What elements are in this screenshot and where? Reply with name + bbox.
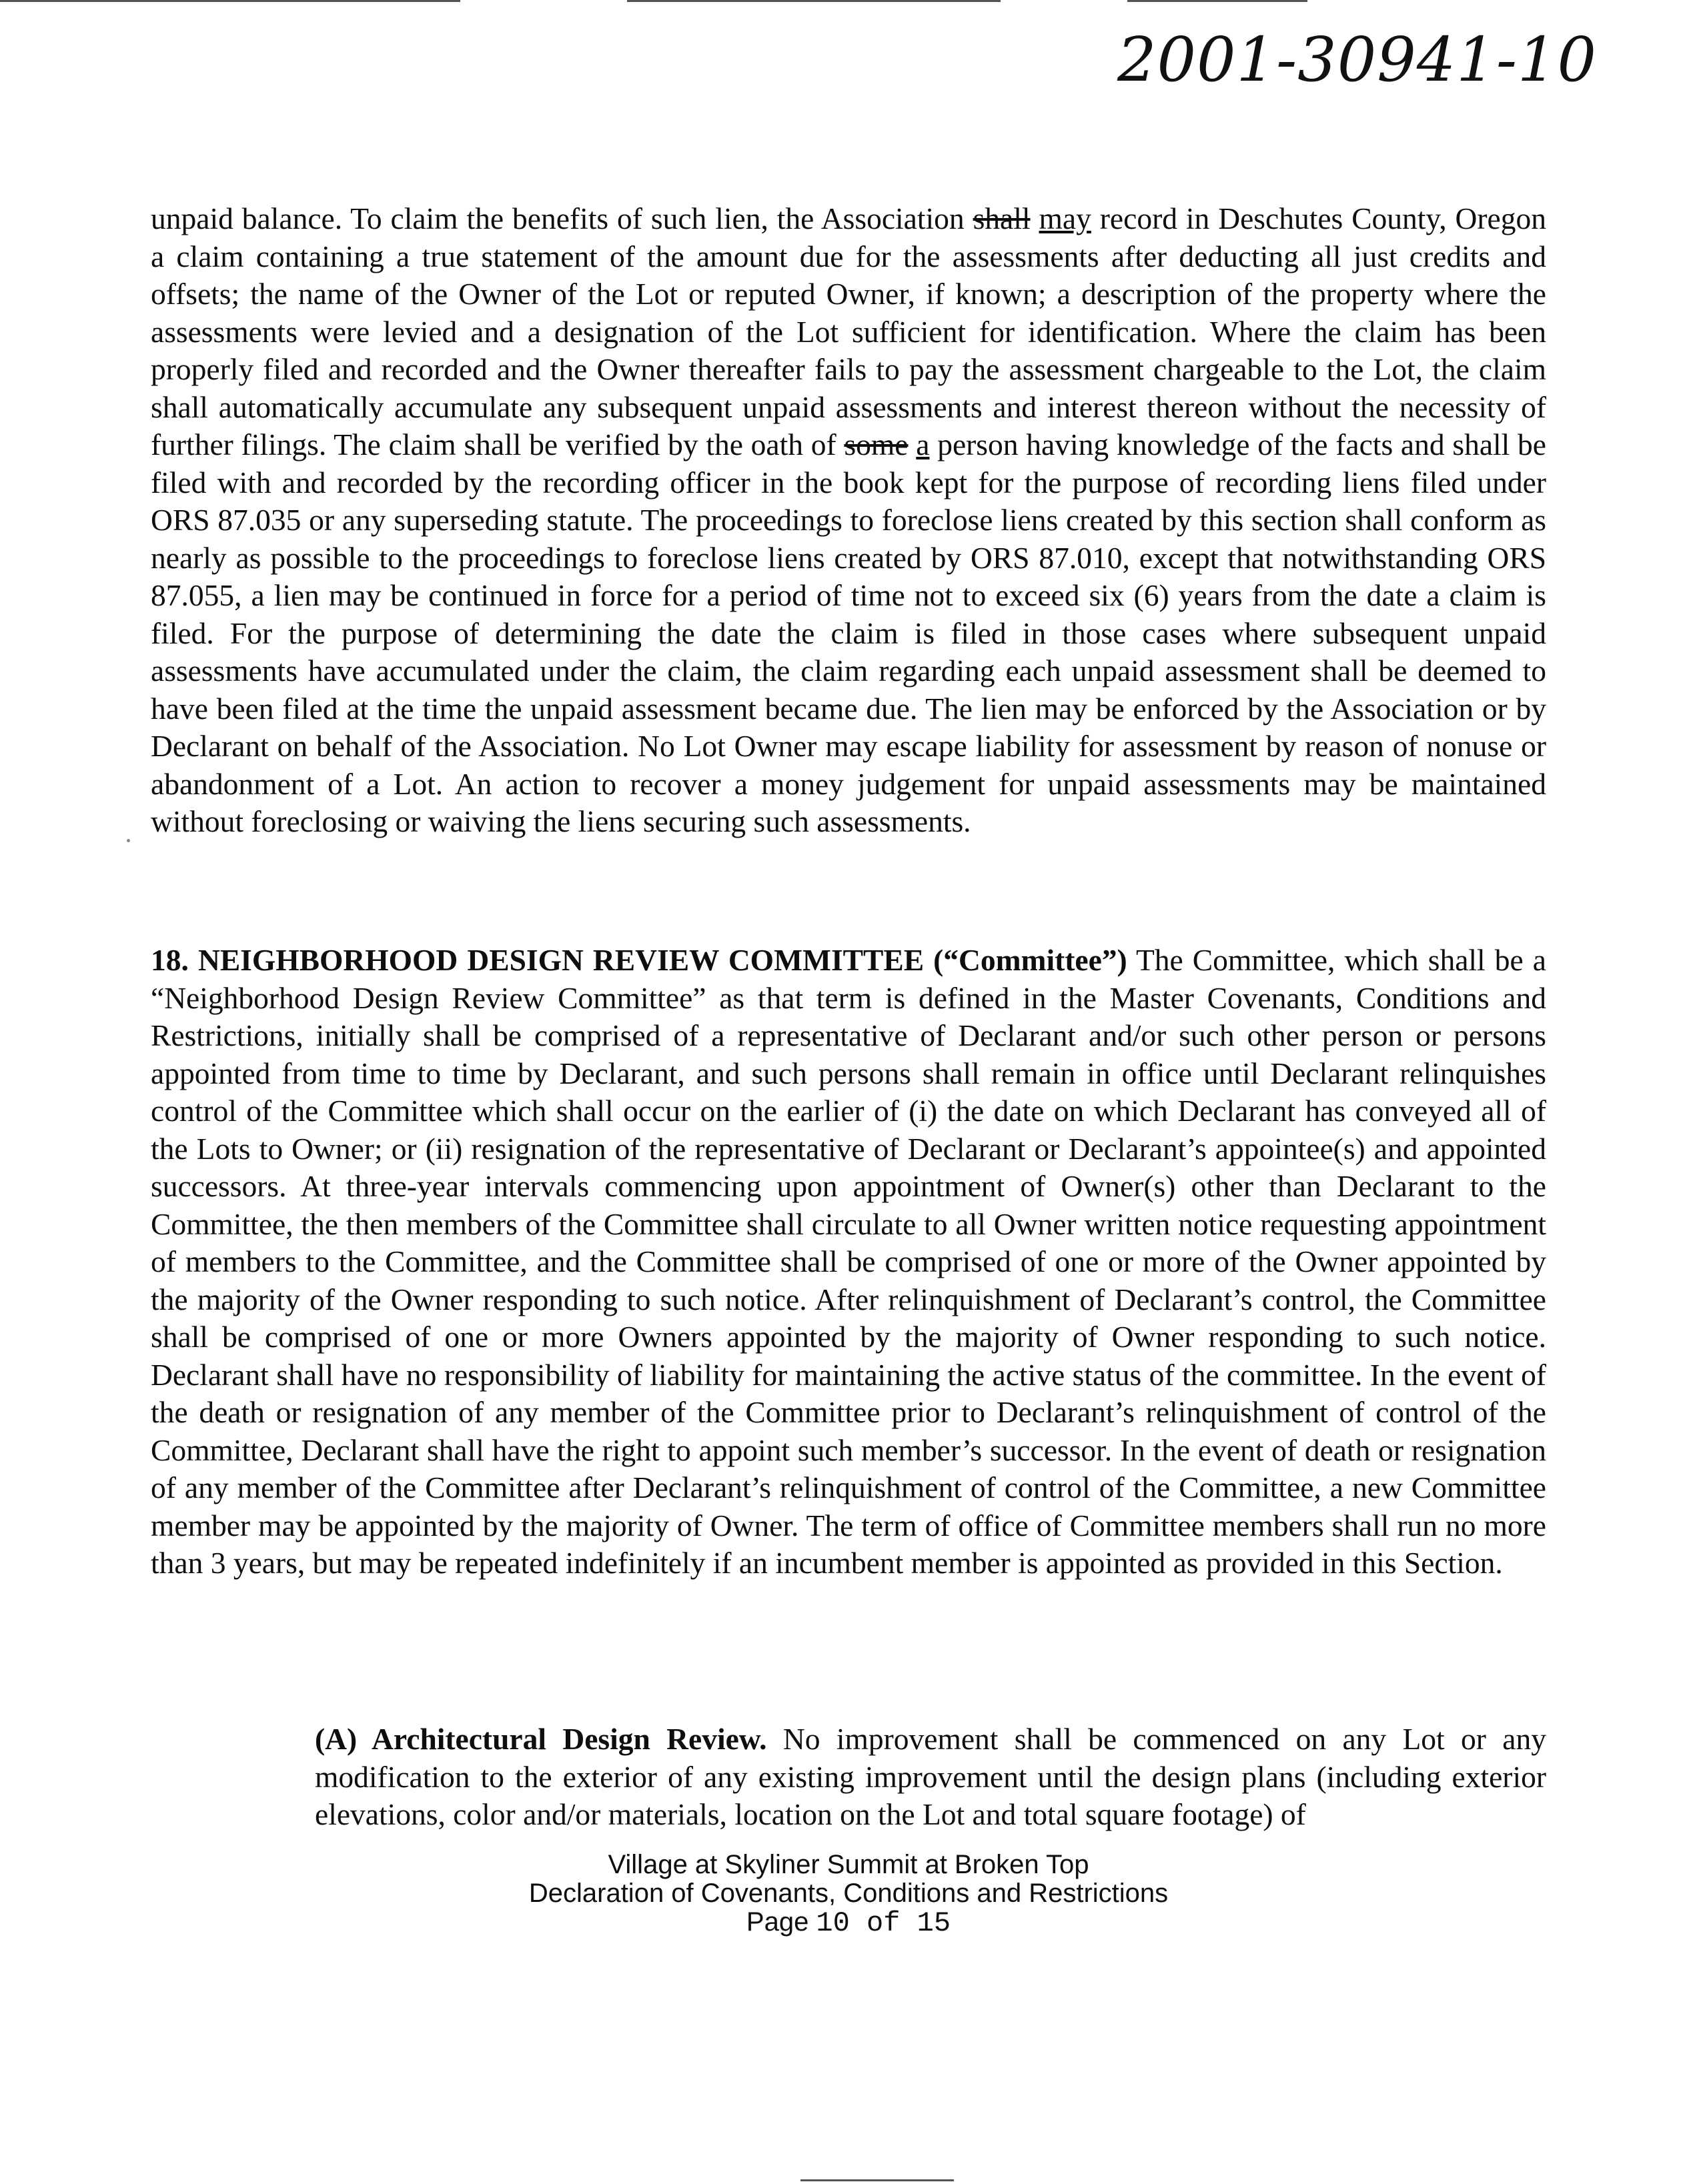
section-18-text: The Committee, which shall be a “Neighborhood Design Review Committee” as that term is defined in the Master Covenants, Conditions and Restrictions, initially shall be comprised of a representative of Declarant and/or such other person or persons appointed from time to time by Declarant, and such persons shall remain in office until Declarant relinquishes control of the Committee which shall occur on the earlier of (i) the date on which Declarant has conveyed all of the Lots to Owner; or (ii) resignation of the representative of Declarant or Declarant’s appointee(s) and appointed successors. At three-year intervals commencing upon appointment of Owner(s) other than Declarant to the Committee, the then members of the Committee shall circulate to all Owner written notice requesting appointment of members to the Committee, and the Committee shall be comprised of one or more of the Owner appointed by the majority of the Owner responding to such notice. After relinquishment of Declarant’s control, the Committee shall be comprised of one or more Owners appointed by the majority of Owner responding to such notice. Declarant shall have no responsibility of liability for maintaining the active status of the committee. In the event of the death or resignation of any member of the Committee prior to Declarant’s relinquishment of control of the Committee, Declarant shall have the right to appoint such member’s successor. In the event of death or resignation of any member of the Committee after Declarant’s relinquishment of control of the Committee, a new Committee member may be appointed by the majority of Owner. The term of office of Committee members shall run no more than 3 years, but may be repeated indefinitely if an incumbent member is appointed as provided in this Section. bbox=[151, 943, 1546, 1580]
section-18-committee bbox=[151, 942, 1546, 1582]
inserted-word-a: a bbox=[916, 427, 930, 461]
footer-page-number bbox=[0, 1908, 1697, 1938]
subsection-a-text: No improvement shall be commenced on any Lot or any modification to the exterior of any existing improvement until the design plans (including exterior elevations, color and/or materials, location on the Lot and total square footage) of bbox=[315, 1722, 1546, 1831]
section-18-heading: 18. NEIGHBORHOOD DESIGN REVIEW COMMITTEE (“Committee”) bbox=[151, 943, 1127, 977]
subsection-a-label: (A) Architectural Design Review. bbox=[315, 1722, 767, 1756]
page-label: Page bbox=[746, 1907, 816, 1937]
page-footer bbox=[0, 1851, 1697, 1938]
page-current: 10 bbox=[816, 1907, 850, 1939]
inserted-word-may: may bbox=[1039, 201, 1091, 235]
paragraph1-part1: unpaid balance. To claim the benefits of such lien, the Association bbox=[151, 201, 973, 235]
scan-line-top-left bbox=[0, 0, 460, 2]
scan-speck bbox=[127, 839, 130, 842]
struck-word-some: some bbox=[844, 427, 909, 461]
paragraph1-part2: record in Deschutes County, Oregon a claim containing a true statement of the amount due for the assessments after deducting all just credits and offsets; the name of the Owner of the Lot or reputed Owner, if known; a description of the property where the assessments were levied and a designation of the Lot sufficient for identification. Where the claim has been properly filed and recorded and the Owner thereafter fails to pay the assessment chargeable to the Lot, the claim shall automatically accumulate any subsequent unpaid assessments and interest thereon without the necessity of further filings. The claim shall be verified by the oath of bbox=[151, 201, 1547, 461]
handwritten-document-number: 2001-30941-10 bbox=[1117, 24, 1597, 95]
footer-subtitle: Declaration of Covenants, Conditions and Restrictions bbox=[528, 1879, 1169, 1908]
scan-line-top-right bbox=[1127, 0, 1307, 2]
scan-line-bottom bbox=[800, 2179, 954, 2181]
paragraph-lien-claim bbox=[151, 200, 1546, 841]
struck-word-shall: shall bbox=[973, 201, 1031, 235]
page-total: 15 bbox=[917, 1907, 951, 1939]
page-of: of bbox=[849, 1907, 917, 1939]
footer-title: Village at Skyliner Summit at Broken Top bbox=[608, 1850, 1089, 1879]
paragraph1-part3: person having knowledge of the facts and shall be filed with and recorded by the recording officer in the book kept for the purpose of recording liens filed under ORS 87.035 or any superseding statute. The proceedings to foreclose liens created by this section shall conform as nearly as possible to the proceedings to foreclose liens created by ORS 87.010, except that notwithstanding ORS 87.055, a lien may be continued in force for a period of time not to exceed six (6) years from the date a claim is filed. For the purpose of determining the date the claim is filed in those cases where subsequent unpaid assessments have accumulated under the claim, the claim regarding each unpaid assessment shall be deemed to have been filed at the time the unpaid assessment became due. The lien may be enforced by the Association or by Declarant on behalf of the Association. No Lot Owner may escape liability for assessment by reason of nonuse or abandonment of a Lot. An action to recover a money judgement for unpaid assessments may be maintained without foreclosing or waiving the liens securing such assessments. bbox=[151, 427, 1546, 838]
scan-line-top-center bbox=[627, 0, 1001, 2]
subsection-a-architectural-review bbox=[315, 1721, 1546, 1834]
